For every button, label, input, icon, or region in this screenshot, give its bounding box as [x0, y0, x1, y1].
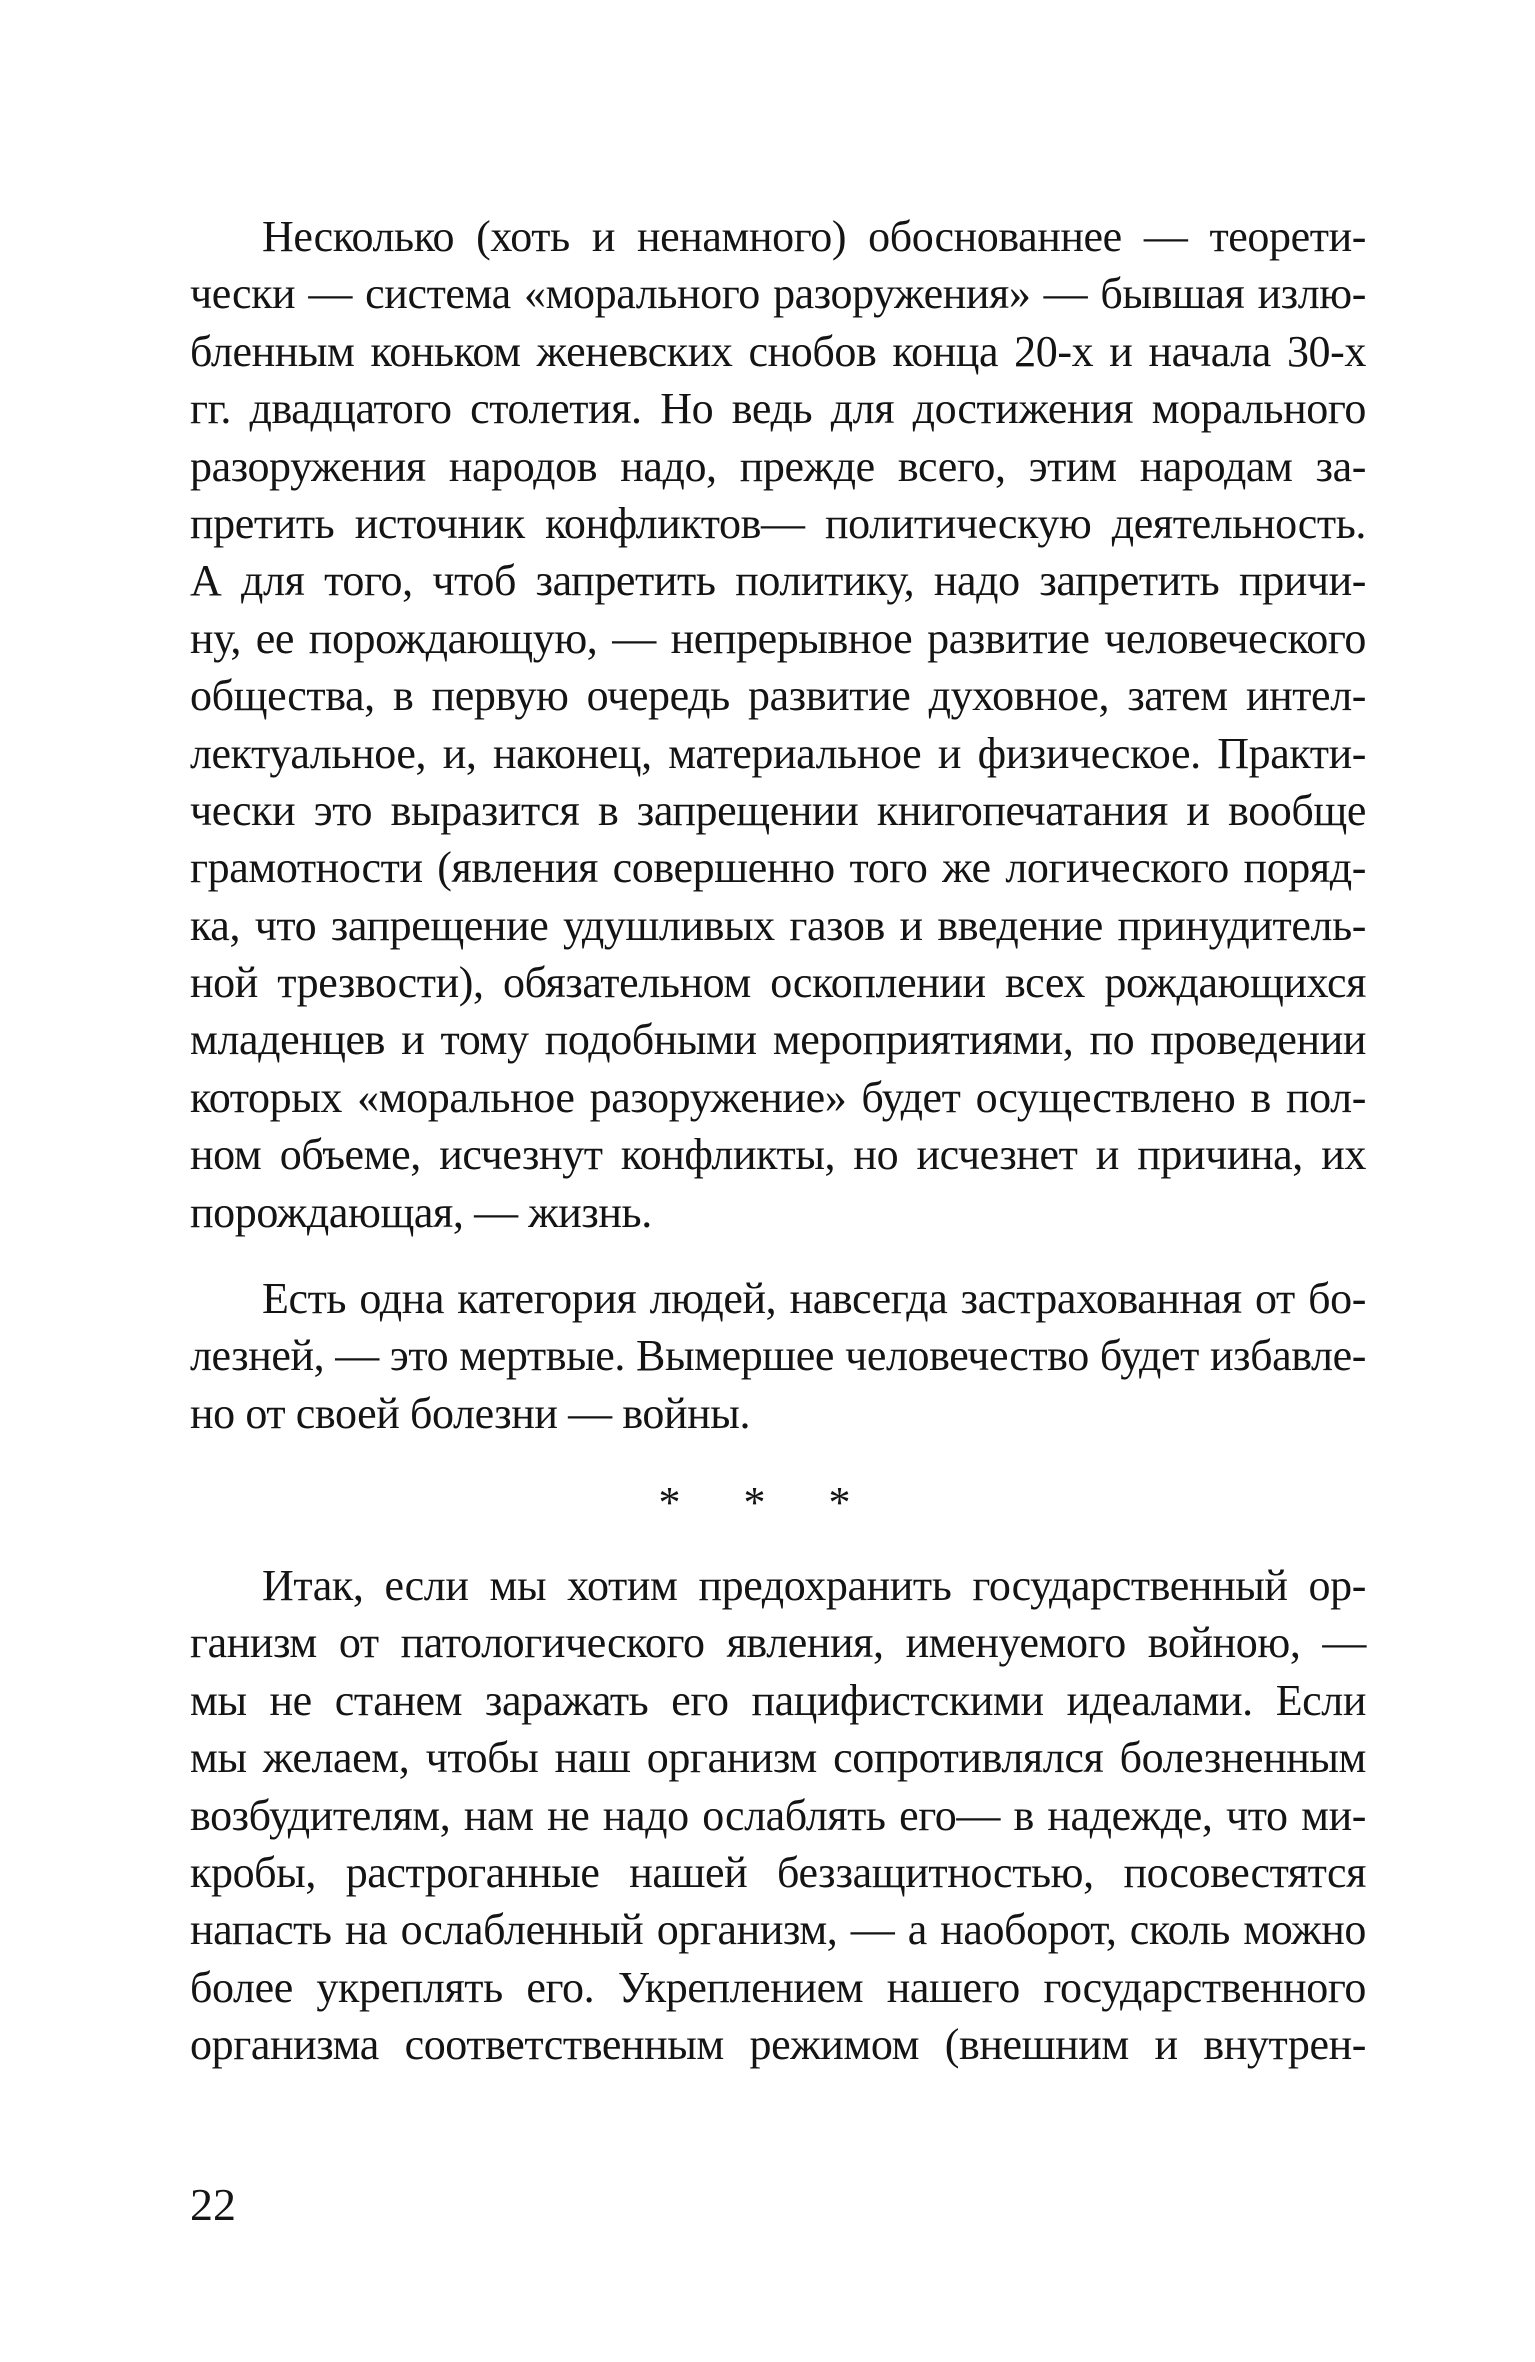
text-line: Итак, если мы хотим предохранить государственный ор-: [262, 1561, 1366, 1610]
paragraph-1: [190, 208, 1366, 1241]
text-line: бленным коньком женевских снобов конца 20-х и начала 30-х: [190, 326, 1366, 376]
text-line: общества, в первую очередь развитие духовное, затем интел-: [190, 671, 1366, 721]
text-line: порождающая, — жизнь.: [190, 1187, 652, 1237]
text-line: ном объеме, исчезнут конфликты, но исчезнет и причина, их: [190, 1130, 1366, 1180]
text-line: ну, ее порождающую, — непрерывное развитие человеческого: [190, 613, 1366, 663]
page-number: 22: [190, 2179, 236, 2230]
text-line: младенцев и тому подобными мероприятиями, по проведении: [190, 1015, 1366, 1065]
text-line: мы желаем, чтобы наш организм сопротивлялся болезненным: [190, 1733, 1366, 1783]
text-line: ганизм от патологического явления, именуемого войною, —: [190, 1618, 1366, 1668]
text-line: но от своей болезни — войны.: [190, 1388, 751, 1438]
text-line: напасть на ослабленный организм, — а наоборот, сколь можно: [190, 1905, 1366, 1955]
text-line: ка, что запрещение удушливых газов и введение принудитель-: [190, 900, 1366, 950]
text-line: разоружения народов надо, прежде всего, этим народам за-: [190, 441, 1366, 491]
text-line: лезней, — это мертвые. Вымершее человечество будет избавле-: [190, 1331, 1366, 1381]
paragraph-2: [190, 1270, 1366, 1442]
text-line: организма соответственным режимом (внешним и внутрен-: [190, 2020, 1366, 2070]
paragraph-3: [190, 1557, 1366, 2074]
text-line: мы не станем заражать его пацифистскими идеалами. Если: [190, 1675, 1366, 1725]
text-line: претить источник конфликтов— политическую деятельность.: [190, 498, 1366, 548]
text-line: грамотности (явления совершенно того же логического поряд-: [190, 843, 1366, 893]
section-separator: * * *: [658, 1478, 877, 1527]
text-line: более укреплять его. Укреплением нашего государственного: [190, 1962, 1366, 2012]
text-line: которых «моральное разоружение» будет осуществлено в пол-: [190, 1072, 1366, 1122]
text-line: Есть одна категория людей, навсегда застрахованная от бо-: [262, 1274, 1366, 1323]
text-line: чески это выразится в запрещении книгопечатания и вообще: [190, 785, 1366, 835]
text-line: чески — система «морального разоружения» — бывшая излю-: [190, 269, 1366, 319]
text-line: возбудителям, нам не надо ослаблять его— в надежде, что ми-: [190, 1790, 1366, 1840]
text-line: ной трезвости), обязательном оскоплении всех рождающихся: [190, 958, 1366, 1008]
text-line: лектуальное, и, наконец, материальное и физическое. Практи-: [190, 728, 1366, 778]
text-line: гг. двадцатого столетия. Но ведь для достижения морального: [190, 384, 1366, 434]
text-line: кробы, растроганные нашей беззащитностью, посовестятся: [190, 1847, 1366, 1897]
text-line: Несколько (хоть и ненамного) обоснованнее — теорети-: [262, 212, 1366, 261]
text-line: А для того, чтоб запретить политику, надо запретить причи-: [190, 556, 1366, 606]
